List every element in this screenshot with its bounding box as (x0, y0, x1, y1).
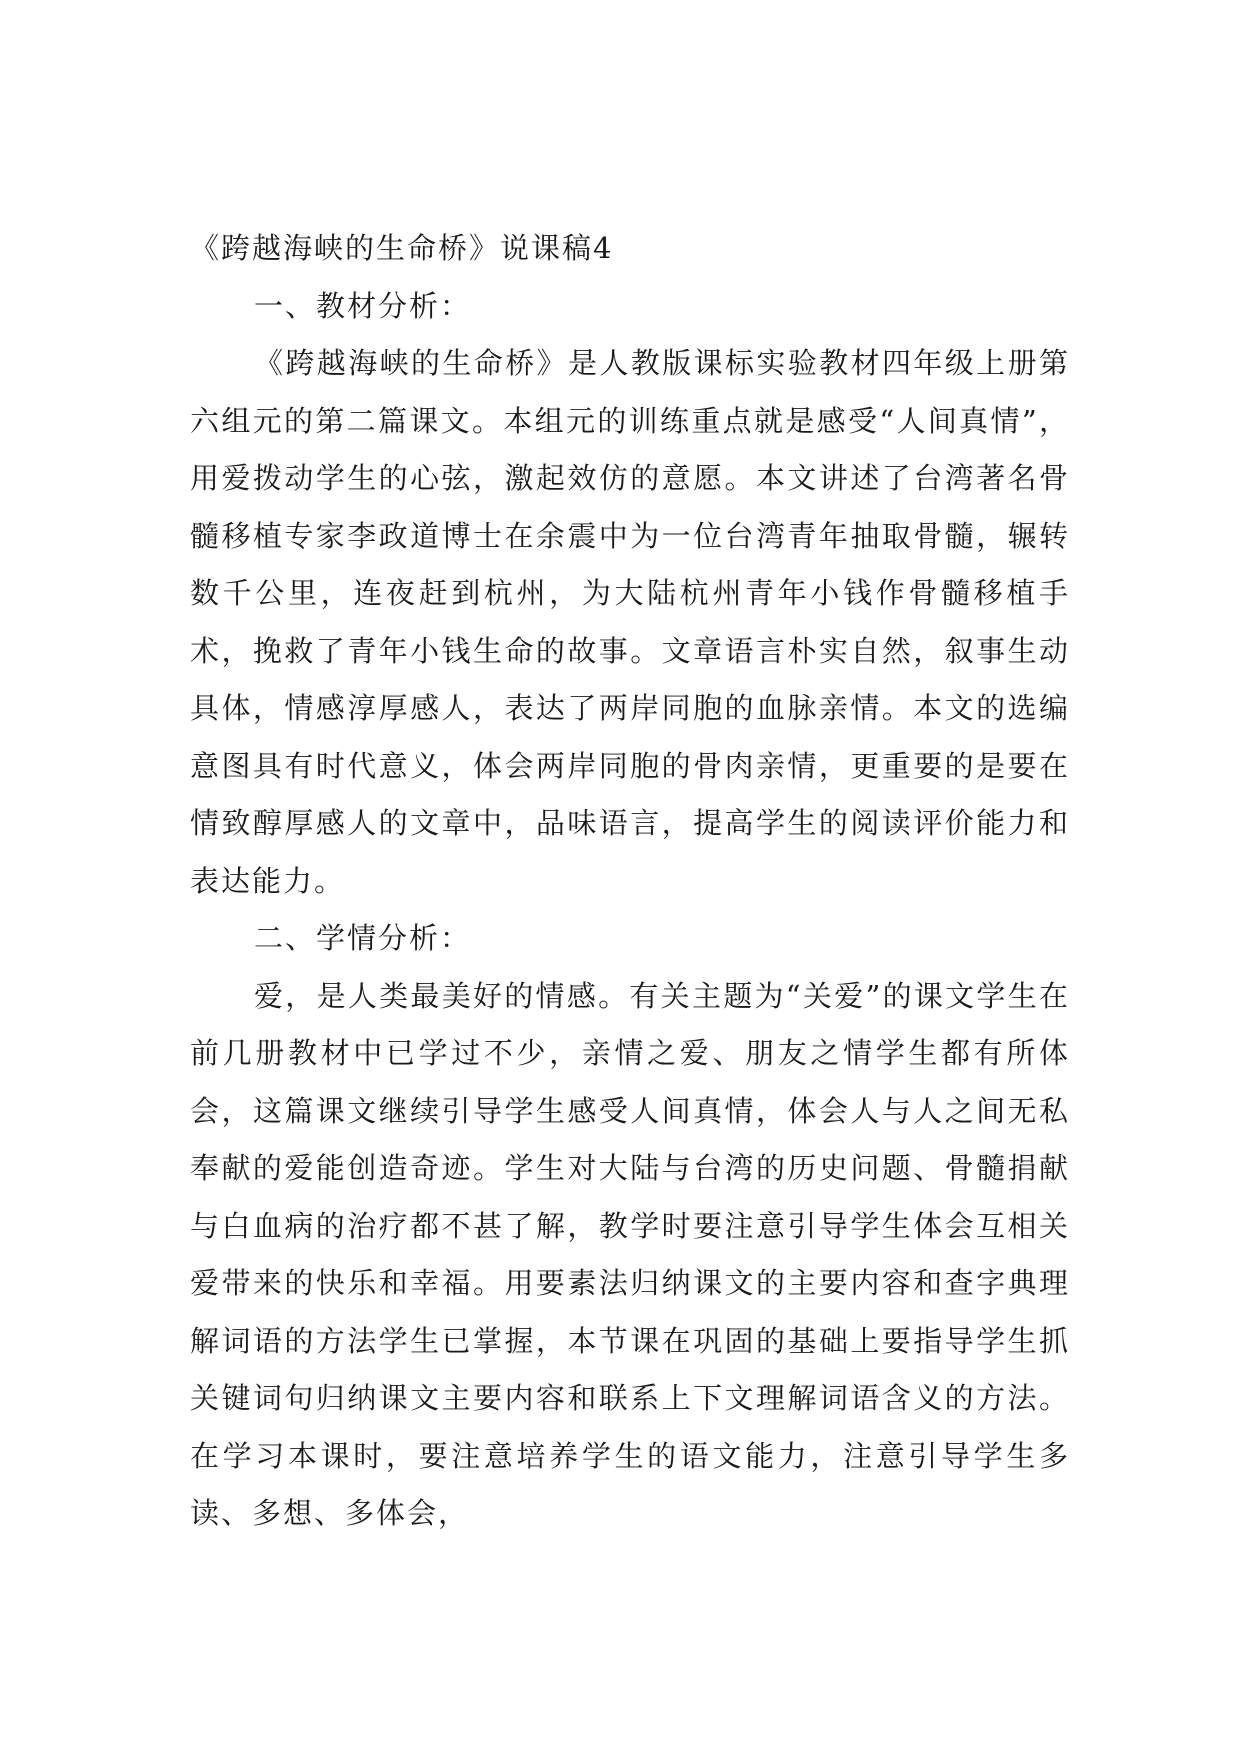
section-heading-textbook-analysis: 一、教材分析： (254, 288, 472, 323)
section-paragraph-textbook-analysis: 《跨越海峡的生命桥》是人教版课标实验教材四年级上册第六组元的第二篇课文。本组元的训练重点就是感受“人间真情”，用爱拨动学生的心弦，激起效仿的意愿。本文讲述了台湾著名骨髓移植专家李政道博士在余震中为一位台湾青年抽取骨髓，辗转数千公里，连夜赶到杭州，为大陆杭州青年小钱作骨髓移植手术，挽救了青年小钱生命的故事。文章语言朴实自然，叙事生动具体，情感淳厚感人，表达了两岸同胞的血脉亲情。本文的选编意图具有时代意义，体会两岸同胞的骨肉亲情，更重要的是要在情致醇厚感人的文章中，品味语言，提高学生的阅读评价能力和表达能力。 (190, 346, 1070, 898)
section-paragraph-student-analysis: 爱，是人类最美好的情感。有关主题为“关爱”的课文学生在前几册教材中已学过不少，亲情之爱、朋友之情学生都有所体会，这篇课文继续引导学生感受人间真情，体会人与人之间无私奉献的爱能创造奇迹。学生对大陆与台湾的历史问题、骨髓捐献与白血病的治疗都不甚了解，教学时要注意引导学生体会互相关爱带来的快乐和幸福。用要素法归纳课文的主要内容和查字典理解词语的方法学生已掌握，本节课在巩固的基础上要指导学生抓关键词句归纳课文主要内容和联系上下文理解词语含义的方法。在学习本课时，要注意培养学生的语文能力，注意引导学生多读、多想、多体会， (190, 978, 1070, 1530)
section-heading-student-analysis: 二、学情分析： (254, 921, 472, 955)
document-body (190, 220, 1070, 1543)
document-title: 《跨越海峡的生命桥》说课稿4 (190, 231, 614, 265)
